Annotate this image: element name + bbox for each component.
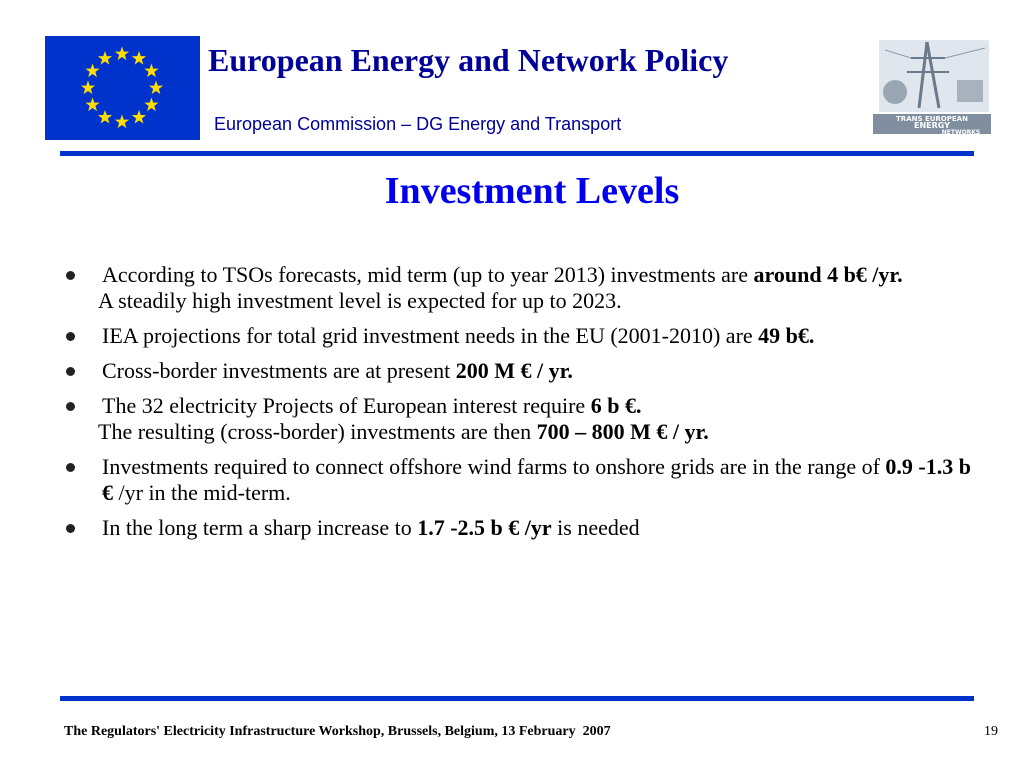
bullet-text: In the long term a sharp increase to: [102, 515, 418, 540]
flag-star-icon: [144, 64, 158, 78]
presentation-title: European Energy and Network Policy: [208, 42, 729, 78]
flag-star-icon: [132, 51, 146, 65]
bullet-text: According to TSOs forecasts, mid term (up to year 2013) investments are: [102, 262, 754, 287]
bullet-continuation: [98, 419, 980, 445]
slide-title: Investment Levels: [384, 170, 680, 212]
bullet-text: IEA projections for total grid investment needs in the EU (2001-2010) are: [102, 323, 759, 348]
bullet-dot-icon: [66, 367, 75, 376]
bullet-text: Investments required to connect offshore wind farms to onshore grids are in the range of: [102, 454, 886, 479]
bullet-dot-icon: [66, 271, 75, 280]
flag-star-icon: [149, 81, 163, 95]
bullet-dot-icon: [66, 524, 75, 533]
bullet-emphasis: 6 b €.: [590, 393, 642, 418]
footer-divider: [60, 696, 974, 701]
flag-star-icon: [115, 115, 129, 129]
bullet-item: [60, 393, 980, 445]
flag-star-icon: [132, 110, 146, 124]
logo-text-line1: TRANS EUROPEAN: [896, 115, 968, 123]
bullet-emphasis: 1.7 -2.5 b € /yr: [417, 515, 552, 540]
bullet-emphasis: 0.9 -1.3 b €: [102, 454, 971, 505]
bullet-emphasis: 200 M € / yr.: [455, 358, 573, 383]
footer-text: The Regulators' Electricity Infrastructure Workshop, Brussels, Belgium, 13 February 2007: [64, 724, 611, 739]
plant-icon: [957, 80, 983, 102]
bullet-item: [60, 358, 980, 384]
flag-star-icon: [144, 98, 158, 112]
bullet-emphasis: 700 – 800 M € / yr.: [536, 419, 709, 444]
flag-star-icon: [85, 98, 99, 112]
bullet-text: /yr in the mid-term.: [118, 480, 291, 505]
bullet-emphasis: 49 b€.: [758, 323, 815, 348]
logo-text-line2: ENERGY: [914, 121, 950, 130]
bullet-item: [60, 262, 980, 314]
bullet-item: [60, 515, 980, 541]
page-number: 19: [984, 724, 998, 739]
bullet-text: The 32 electricity Projects of European interest require: [102, 393, 591, 418]
flag-star-icon: [81, 81, 95, 95]
bullet-item: [60, 454, 980, 506]
flag-star-icon: [98, 110, 112, 124]
gas-tank-icon: [883, 80, 907, 104]
bullet-emphasis: around 4 b€ /yr.: [753, 262, 903, 287]
bullet-list: [60, 262, 980, 550]
bullet-text: is needed: [551, 515, 640, 540]
trans-european-energy-networks-logo: [865, 36, 995, 136]
eu-flag-stars: [45, 36, 200, 140]
bullet-text: Cross-border investments are at present: [102, 358, 456, 383]
bullet-continuation: A steadily high investment level is expected for up to 2023.: [98, 288, 622, 313]
flag-star-icon: [85, 64, 99, 78]
bullet-item: [60, 323, 980, 349]
logo-text-line3: NETWORKS: [941, 129, 981, 136]
bullet-dot-icon: [66, 402, 75, 411]
flag-star-icon: [115, 47, 129, 61]
header-divider: [60, 151, 974, 156]
bullet-text: The resulting (cross-border) investments are then: [98, 419, 537, 444]
bullet-dot-icon: [66, 332, 75, 341]
bullet-dot-icon: [66, 463, 75, 472]
presentation-subtitle: European Commission – DG Energy and Transport: [214, 114, 622, 134]
flag-star-icon: [98, 51, 112, 65]
eu-flag-icon: [45, 36, 200, 140]
